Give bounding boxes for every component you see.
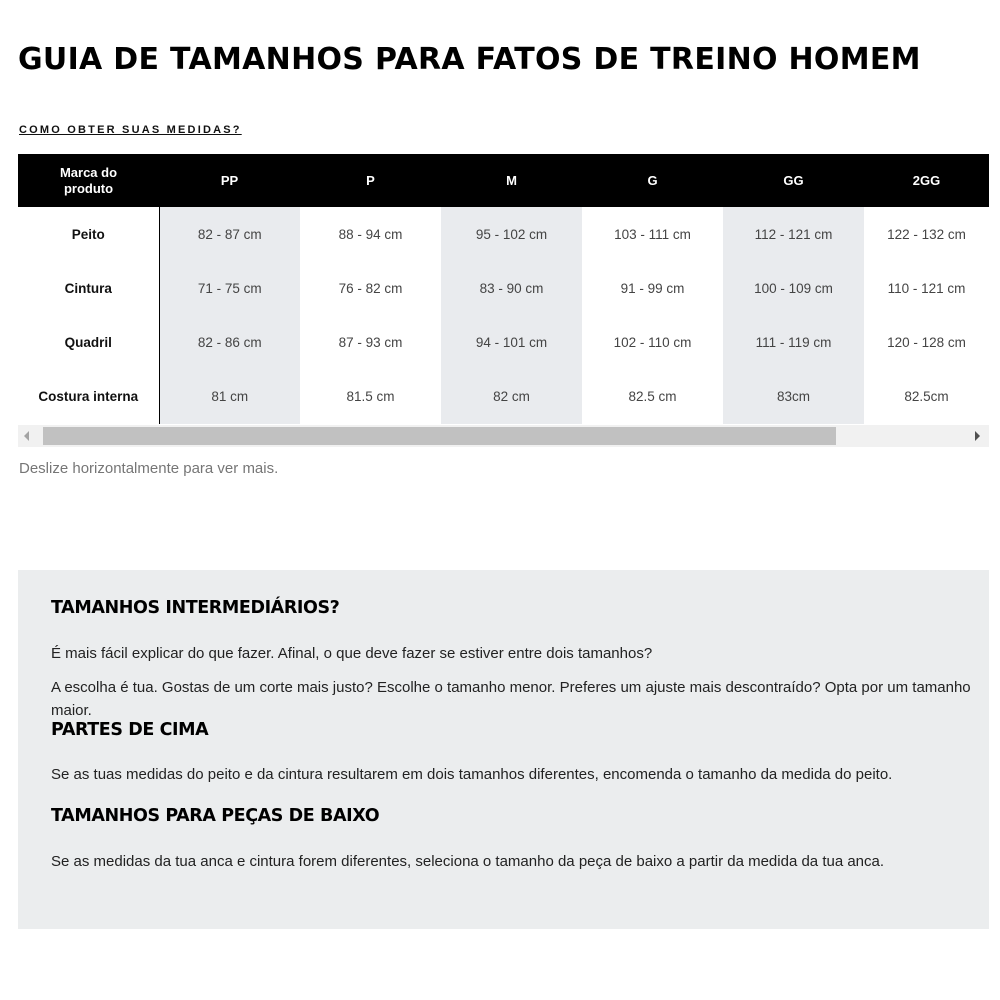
row-label: Peito: [18, 207, 159, 261]
row-label: Cintura: [18, 261, 159, 315]
table-cell: 111 - 119 cm: [723, 315, 864, 369]
size-header: GG: [723, 154, 864, 207]
scroll-thumb[interactable]: [43, 427, 836, 445]
table-cell: 120 - 128 cm: [887, 334, 966, 350]
table-cell: 102 - 110 cm: [613, 334, 692, 350]
table-cell: 82 - 86 cm: [159, 315, 300, 369]
horizontal-scrollbar[interactable]: [18, 425, 989, 447]
row-label: Costura interna: [18, 369, 159, 424]
scroll-left-arrow-icon[interactable]: [24, 431, 29, 441]
intermediate-sizes-heading: TAMANHOS INTERMEDIÁRIOS?: [51, 598, 340, 618]
table-cell: 122 - 132 cm: [887, 226, 966, 242]
size-header-row: [18, 154, 989, 207]
page-title: GUIA DE TAMANHOS PARA FATOS DE TREINO HOMEM: [18, 42, 921, 77]
corner-header: Marca do produto: [18, 154, 159, 207]
table-row: [18, 369, 989, 424]
table-cell: 81 cm: [159, 369, 300, 424]
row-label: Quadril: [18, 315, 159, 369]
table-cell: 95 - 102 cm: [441, 207, 582, 261]
table-cell: 83cm: [723, 369, 864, 424]
intermediate-sizes-advice: A escolha é tua. Gostas de um corte mais justo? Escolhe o tamanho menor. Preferes um ajuste mais descontraído? Opta por um tamanho maior.: [51, 679, 971, 719]
how-to-measure-link[interactable]: COMO OBTER SUAS MEDIDAS?: [19, 124, 242, 136]
table-cell: 87 - 93 cm: [338, 334, 403, 350]
table-cell: 82.5cm: [904, 389, 949, 404]
table-cell: 83 - 90 cm: [441, 261, 582, 315]
table-cell: 110 - 121 cm: [887, 280, 966, 296]
tops-heading: PARTES DE CIMA: [51, 720, 209, 740]
table-cell: 76 - 82 cm: [338, 280, 403, 296]
intermediate-sizes-text: É mais fácil explicar do que fazer. Afinal, o que deve fazer se estiver entre dois tamanhos?: [51, 645, 653, 662]
swipe-hint: Deslize horizontalmente para ver mais.: [19, 460, 279, 477]
size-header: G: [582, 154, 723, 207]
table-cell: 103 - 111 cm: [614, 226, 691, 242]
size-header: P: [300, 154, 441, 207]
table-cell: 82.5 cm: [628, 389, 677, 404]
table-cell: 81.5 cm: [346, 389, 395, 404]
table-cell: 82 - 87 cm: [159, 207, 300, 261]
table-row: [18, 315, 989, 369]
table-row: [18, 261, 989, 315]
table-cell: 94 - 101 cm: [441, 315, 582, 369]
bottoms-heading: TAMANHOS PARA PEÇAS DE BAIXO: [51, 806, 380, 826]
table-cell: 100 - 109 cm: [723, 261, 864, 315]
size-tips-panel: [18, 570, 989, 929]
table-cell: 112 - 121 cm: [723, 207, 864, 261]
size-table: [18, 154, 990, 424]
scroll-right-arrow-icon[interactable]: [975, 431, 980, 441]
size-header: M: [441, 154, 582, 207]
table-cell: 82 cm: [441, 369, 582, 424]
size-header: 2GG: [864, 154, 989, 207]
table-cell: 91 - 99 cm: [620, 280, 685, 296]
size-header: PP: [159, 154, 300, 207]
table-cell: 88 - 94 cm: [338, 226, 403, 242]
table-cell: 71 - 75 cm: [159, 261, 300, 315]
tops-text: Se as tuas medidas do peito e da cintura resultarem em dois tamanhos diferentes, encomenda o tamanho da medida do peito.: [51, 766, 893, 783]
table-row: [18, 207, 989, 261]
bottoms-text: Se as medidas da tua anca e cintura forem diferentes, seleciona o tamanho da peça de baixo a partir da medida da tua anca.: [51, 853, 885, 870]
